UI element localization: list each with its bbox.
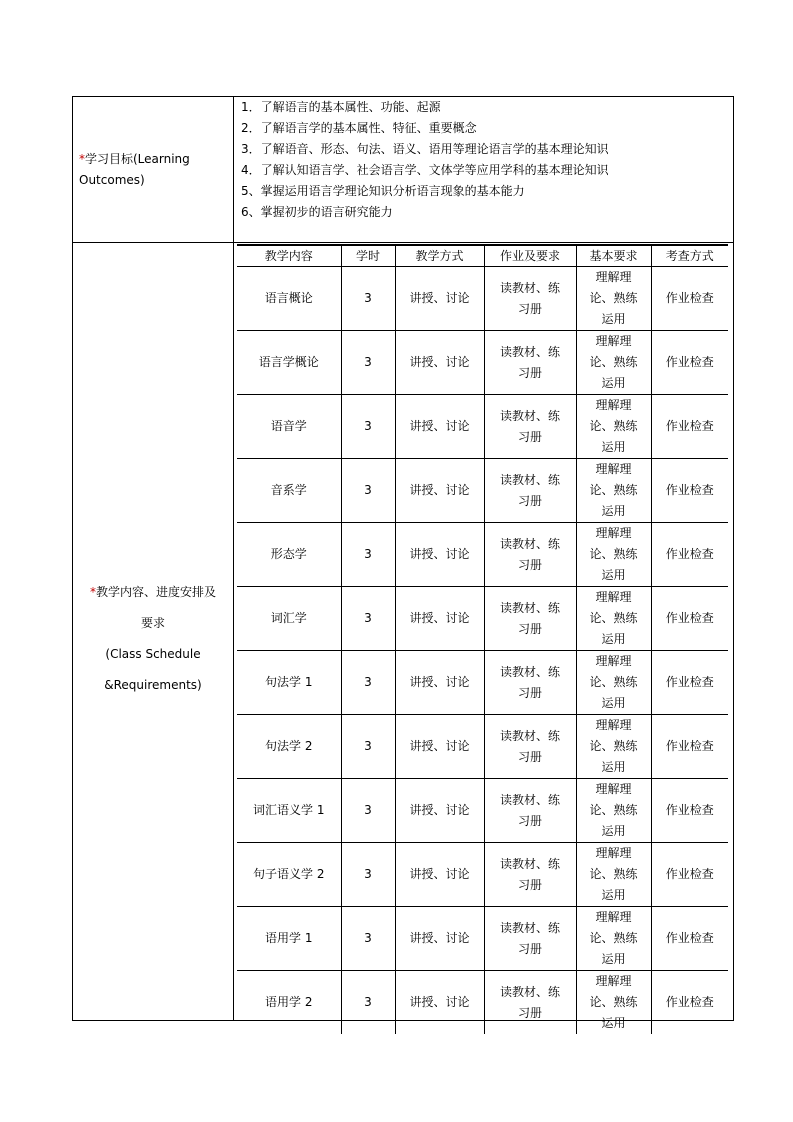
cell-hours: 3 bbox=[341, 843, 395, 907]
requirement-line3: 运用 bbox=[601, 1016, 626, 1030]
cell-method: 讲授、讨论 bbox=[395, 843, 484, 907]
cell-homework bbox=[484, 907, 576, 971]
requirement-line2: 论、熟练 bbox=[589, 355, 638, 369]
schedule-label-line1: 教学内容、进度安排及 bbox=[95, 585, 216, 599]
outcome-item: 1．了解语言的基本属性、功能、起源 bbox=[241, 100, 441, 114]
requirement-line1: 理解理 bbox=[595, 846, 632, 860]
cell-requirement bbox=[576, 459, 651, 523]
cell-homework bbox=[484, 715, 576, 779]
header-hours: 学时 bbox=[341, 245, 395, 267]
header-requirement: 基本要求 bbox=[576, 245, 651, 267]
cell-hours: 3 bbox=[341, 651, 395, 715]
requirement-line2: 论、熟练 bbox=[589, 995, 638, 1009]
cell-requirement bbox=[576, 779, 651, 843]
table-row bbox=[237, 267, 728, 331]
cell-homework bbox=[484, 523, 576, 587]
cell-method: 讲授、讨论 bbox=[395, 907, 484, 971]
outcome-item: 2．了解语言学的基本属性、特征、重要概念 bbox=[241, 121, 477, 135]
header-assessment: 考查方式 bbox=[651, 245, 728, 267]
homework-line1: 读教材、练 bbox=[499, 600, 560, 615]
cell-hours: 3 bbox=[341, 267, 395, 331]
cell-assessment: 作业检查 bbox=[651, 971, 728, 1035]
cell-content: 词汇语义学 1 bbox=[237, 779, 341, 843]
outcomes-label-en: Outcomes) bbox=[79, 173, 145, 187]
cell-method: 讲授、讨论 bbox=[395, 523, 484, 587]
homework-line1: 读教材、练 bbox=[499, 408, 560, 423]
cell-hours: 3 bbox=[341, 587, 395, 651]
header-homework: 作业及要求 bbox=[484, 245, 576, 267]
requirement-line3: 运用 bbox=[601, 824, 626, 838]
table-row bbox=[237, 395, 728, 459]
cell-assessment: 作业检查 bbox=[651, 523, 728, 587]
requirement-line2: 论、熟练 bbox=[589, 547, 638, 561]
homework-line1: 读教材、练 bbox=[499, 472, 560, 487]
homework-line1: 读教材、练 bbox=[499, 536, 560, 551]
table-row bbox=[237, 971, 728, 1035]
cell-content: 形态学 bbox=[237, 523, 341, 587]
outcome-item: 5、掌握运用语言学理论知识分析语言现象的基本能力 bbox=[241, 184, 525, 198]
table-row bbox=[237, 459, 728, 523]
requirement-line2: 论、熟练 bbox=[589, 483, 638, 497]
outcome-item: 6、掌握初步的语言研究能力 bbox=[241, 205, 393, 219]
requirement-line2: 论、熟练 bbox=[589, 675, 638, 689]
homework-line1: 读教材、练 bbox=[499, 344, 560, 359]
table-row bbox=[237, 523, 728, 587]
cell-homework bbox=[484, 779, 576, 843]
requirement-line3: 运用 bbox=[601, 696, 626, 710]
cell-content: 句法学 2 bbox=[237, 715, 341, 779]
schedule-header-row bbox=[237, 245, 728, 267]
homework-line2: 习册 bbox=[517, 749, 542, 764]
cell-homework bbox=[484, 651, 576, 715]
requirement-line1: 理解理 bbox=[595, 974, 632, 988]
schedule-label-line4: &Requirements) bbox=[104, 678, 202, 692]
cell-homework bbox=[484, 459, 576, 523]
requirement-line2: 论、熟练 bbox=[589, 291, 638, 305]
cell-hours: 3 bbox=[341, 395, 395, 459]
requirement-line2: 论、熟练 bbox=[589, 803, 638, 817]
cell-method: 讲授、讨论 bbox=[395, 267, 484, 331]
cell-method: 讲授、讨论 bbox=[395, 651, 484, 715]
cell-method: 讲授、讨论 bbox=[395, 971, 484, 1035]
schedule-table bbox=[237, 244, 728, 1034]
row-divider bbox=[73, 242, 733, 243]
cell-homework bbox=[484, 331, 576, 395]
requirement-line2: 论、熟练 bbox=[589, 931, 638, 945]
cell-requirement bbox=[576, 395, 651, 459]
cell-method: 讲授、讨论 bbox=[395, 587, 484, 651]
cell-homework bbox=[484, 267, 576, 331]
cell-requirement bbox=[576, 971, 651, 1035]
requirement-line2: 论、熟练 bbox=[589, 867, 638, 881]
homework-line1: 读教材、练 bbox=[499, 280, 560, 295]
requirement-line1: 理解理 bbox=[595, 398, 632, 412]
requirement-line1: 理解理 bbox=[595, 590, 632, 604]
table-row bbox=[237, 779, 728, 843]
cell-content: 句法学 1 bbox=[237, 651, 341, 715]
requirement-line1: 理解理 bbox=[595, 462, 632, 476]
cell-content: 语言学概论 bbox=[237, 331, 341, 395]
cell-requirement bbox=[576, 715, 651, 779]
homework-line2: 习册 bbox=[517, 301, 542, 316]
required-star: * bbox=[89, 585, 96, 599]
cell-method: 讲授、讨论 bbox=[395, 395, 484, 459]
requirement-line3: 运用 bbox=[601, 440, 626, 454]
cell-homework bbox=[484, 971, 576, 1035]
schedule-label bbox=[73, 577, 233, 701]
homework-line2: 习册 bbox=[517, 493, 542, 508]
requirement-line3: 运用 bbox=[601, 888, 626, 902]
cell-method: 讲授、讨论 bbox=[395, 459, 484, 523]
cell-assessment: 作业检查 bbox=[651, 267, 728, 331]
schedule-label-line3: (Class Schedule bbox=[105, 647, 201, 661]
homework-line1: 读教材、练 bbox=[499, 984, 560, 999]
table-row bbox=[237, 587, 728, 651]
requirement-line3: 运用 bbox=[601, 952, 626, 966]
cell-assessment: 作业检查 bbox=[651, 459, 728, 523]
cell-hours: 3 bbox=[341, 459, 395, 523]
homework-line2: 习册 bbox=[517, 877, 542, 892]
homework-line2: 习册 bbox=[517, 813, 542, 828]
homework-line2: 习册 bbox=[517, 365, 542, 380]
homework-line2: 习册 bbox=[517, 685, 542, 700]
requirement-line1: 理解理 bbox=[595, 526, 632, 540]
cell-homework bbox=[484, 843, 576, 907]
cell-assessment: 作业检查 bbox=[651, 715, 728, 779]
homework-line1: 读教材、练 bbox=[499, 728, 560, 743]
cell-method: 讲授、讨论 bbox=[395, 779, 484, 843]
cell-hours: 3 bbox=[341, 779, 395, 843]
requirement-line1: 理解理 bbox=[595, 654, 632, 668]
requirement-line1: 理解理 bbox=[595, 718, 632, 732]
requirement-line1: 理解理 bbox=[595, 910, 632, 924]
cell-homework bbox=[484, 395, 576, 459]
homework-line2: 习册 bbox=[517, 621, 542, 636]
cell-hours: 3 bbox=[341, 331, 395, 395]
cell-assessment: 作业检查 bbox=[651, 587, 728, 651]
outcomes-label bbox=[79, 149, 229, 191]
cell-requirement bbox=[576, 267, 651, 331]
cell-requirement bbox=[576, 523, 651, 587]
requirement-line1: 理解理 bbox=[595, 782, 632, 796]
requirement-line2: 论、熟练 bbox=[589, 611, 638, 625]
requirement-line3: 运用 bbox=[601, 632, 626, 646]
cell-hours: 3 bbox=[341, 715, 395, 779]
requirement-line2: 论、熟练 bbox=[589, 419, 638, 433]
cell-assessment: 作业检查 bbox=[651, 395, 728, 459]
cell-hours: 3 bbox=[341, 971, 395, 1035]
cell-content: 语用学 2 bbox=[237, 971, 341, 1035]
cell-method: 讲授、讨论 bbox=[395, 715, 484, 779]
table-row bbox=[237, 843, 728, 907]
table-row bbox=[237, 715, 728, 779]
homework-line1: 读教材、练 bbox=[499, 664, 560, 679]
syllabus-table bbox=[72, 96, 734, 1030]
cell-assessment: 作业检查 bbox=[651, 651, 728, 715]
requirement-line3: 运用 bbox=[601, 760, 626, 774]
requirement-line1: 理解理 bbox=[595, 334, 632, 348]
cell-assessment: 作业检查 bbox=[651, 779, 728, 843]
table-row bbox=[237, 331, 728, 395]
column-divider bbox=[233, 97, 234, 1020]
homework-line2: 习册 bbox=[517, 941, 542, 956]
outcome-item: 4．了解认知语言学、社会语言学、文体学等应用学科的基本理论知识 bbox=[241, 163, 609, 177]
outcome-item: 3．了解语音、形态、句法、语义、语用等理论语言学的基本理论知识 bbox=[241, 142, 609, 156]
requirement-line2: 论、熟练 bbox=[589, 739, 638, 753]
cell-hours: 3 bbox=[341, 907, 395, 971]
homework-line1: 读教材、练 bbox=[499, 792, 560, 807]
header-content: 教学内容 bbox=[237, 245, 341, 267]
cell-requirement bbox=[576, 843, 651, 907]
outcomes-list bbox=[241, 97, 731, 223]
cell-content: 音系学 bbox=[237, 459, 341, 523]
cell-requirement bbox=[576, 651, 651, 715]
cell-content: 语用学 1 bbox=[237, 907, 341, 971]
cell-requirement bbox=[576, 331, 651, 395]
cell-method: 讲授、讨论 bbox=[395, 331, 484, 395]
cell-homework bbox=[484, 587, 576, 651]
cell-assessment: 作业检查 bbox=[651, 907, 728, 971]
cell-requirement bbox=[576, 587, 651, 651]
required-star: * bbox=[79, 152, 85, 166]
requirement-line3: 运用 bbox=[601, 504, 626, 518]
requirement-line3: 运用 bbox=[601, 568, 626, 582]
homework-line2: 习册 bbox=[517, 1005, 542, 1020]
homework-line2: 习册 bbox=[517, 557, 542, 572]
cell-content: 句子语义学 2 bbox=[237, 843, 341, 907]
cell-content: 语音学 bbox=[237, 395, 341, 459]
homework-line2: 习册 bbox=[517, 429, 542, 444]
table-row bbox=[237, 651, 728, 715]
cell-requirement bbox=[576, 907, 651, 971]
requirement-line3: 运用 bbox=[601, 376, 626, 390]
homework-line1: 读教材、练 bbox=[499, 920, 560, 935]
cell-hours: 3 bbox=[341, 523, 395, 587]
cell-assessment: 作业检查 bbox=[651, 331, 728, 395]
header-method: 教学方式 bbox=[395, 245, 484, 267]
cell-assessment: 作业检查 bbox=[651, 843, 728, 907]
table-row bbox=[237, 907, 728, 971]
cell-content: 语言概论 bbox=[264, 291, 313, 305]
schedule-label-line2: 要求 bbox=[140, 616, 165, 630]
homework-line1: 读教材、练 bbox=[499, 856, 560, 871]
cell-content: 词汇学 bbox=[237, 587, 341, 651]
requirement-line1: 理解理 bbox=[595, 270, 632, 284]
outcomes-label-cn: 学习目标(Learning bbox=[85, 152, 190, 166]
requirement-line3: 运用 bbox=[601, 312, 626, 326]
